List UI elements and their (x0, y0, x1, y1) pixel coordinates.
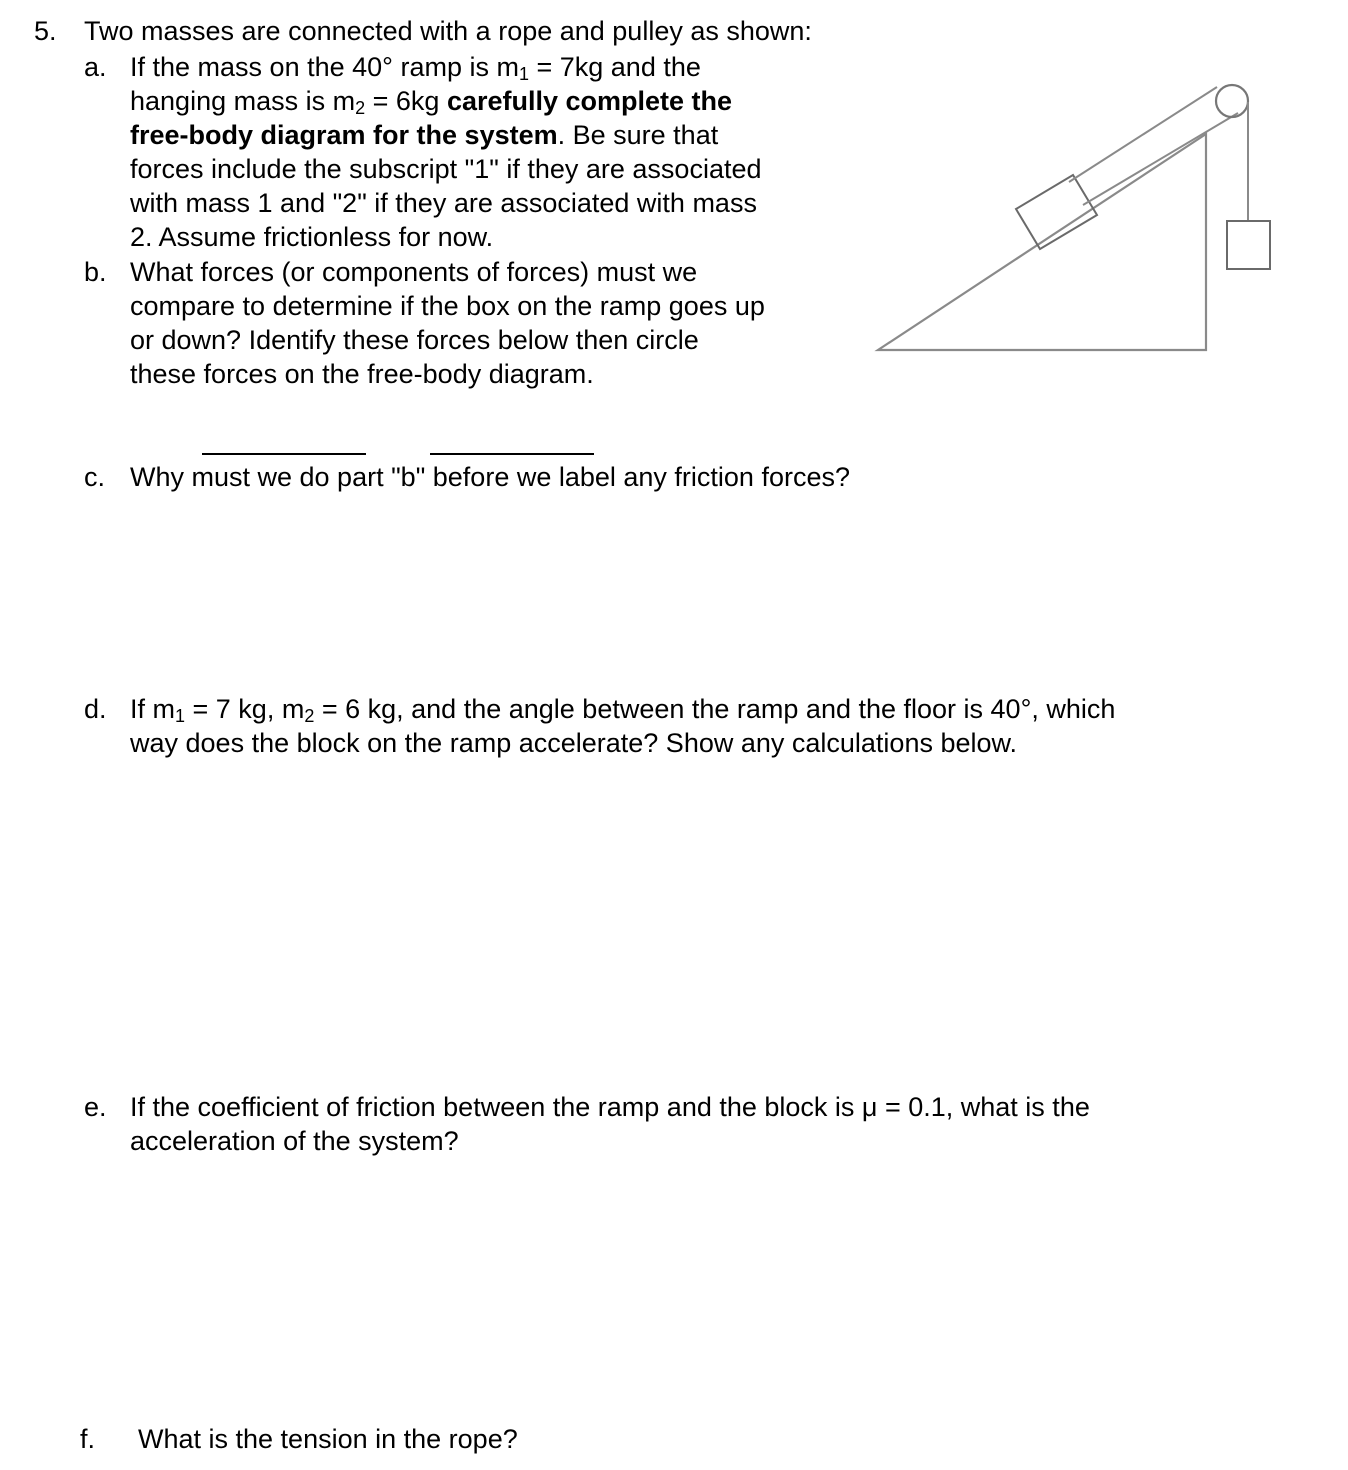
part-e-line-1: If the coefficient of friction between the ramp and the block is μ = 0.1, what is the (130, 1092, 1090, 1122)
part-a-line-2-pre: hanging mass is m (130, 86, 356, 116)
part-e-label: e. (84, 1092, 107, 1122)
part-d-line-1-a: If m (130, 694, 175, 724)
ramp-pulley-diagram (870, 76, 1290, 366)
part-b-text (130, 255, 830, 391)
part-a-text (130, 50, 830, 254)
part-c-label: c. (84, 462, 106, 492)
hanging-block-m2 (1227, 221, 1270, 269)
part-a-line-3-bold: free-body diagram for the system (130, 120, 558, 150)
part-a-line-2-bold: carefully complete the (446, 86, 733, 116)
part-a-line-2-mid: = 6kg (365, 86, 447, 116)
part-a-line-1 (130, 50, 830, 84)
part-d-line-1 (130, 692, 1290, 726)
part-d-text (130, 692, 1290, 760)
ramp-triangle (878, 134, 1206, 350)
part-b-line-3: or down? Identify these forces below then circle (130, 325, 699, 355)
part-a-line-4: forces include the subscript "1" if they are associated (130, 154, 762, 184)
rope-upper (1069, 87, 1217, 182)
part-d-label: d. (84, 694, 107, 724)
subscript-2: 2 (304, 706, 315, 726)
part-a-line-1-pre: If the mass on the 40° ramp is m (130, 52, 519, 82)
part-d-line-1-b: = 7 kg, m (185, 694, 305, 724)
part-e-line-2: acceleration of the system? (130, 1126, 459, 1156)
ramp-block-m1 (1016, 175, 1097, 249)
part-a-line-3-post: . Be sure that (557, 120, 719, 150)
part-d-line-2: way does the block on the ramp accelerate? Show any calculations below. (130, 728, 1018, 758)
part-d-line-1-c: = 6 kg, and the angle between the ramp and the floor is 40°, which (314, 694, 1116, 724)
part-a-line-2 (130, 84, 830, 118)
answer-blank-2[interactable] (430, 453, 594, 455)
subscript-1: 1 (175, 706, 186, 726)
part-b-line-4: these forces on the free-body diagram. (130, 359, 594, 389)
part-a-line-3 (130, 118, 830, 152)
part-b-label: b. (84, 257, 107, 287)
part-c-text: Why must we do part "b" before we label any friction forces? (130, 462, 850, 492)
answer-blank-1[interactable] (202, 453, 366, 455)
part-a-line-6: 2. Assume frictionless for now. (130, 222, 494, 252)
question-number: 5. (34, 16, 57, 46)
part-a-line-5: with mass 1 and "2" if they are associated with mass (130, 188, 757, 218)
part-e-text (130, 1090, 1290, 1158)
part-b-line-2: compare to determine if the box on the ramp goes up (130, 291, 765, 321)
subscript-1: 1 (518, 64, 529, 84)
part-f-label: f. (80, 1424, 96, 1454)
part-b-line-1: What forces (or components of forces) must we (130, 257, 698, 287)
question-stem: Two masses are connected with a rope and pulley as shown: (84, 16, 812, 46)
part-a-line-1-post: = 7kg and the (528, 52, 701, 82)
part-a-label: a. (84, 52, 107, 82)
part-f-text: What is the tension in the rope? (138, 1424, 518, 1454)
subscript-2: 2 (355, 98, 366, 118)
pulley-wheel (1216, 85, 1248, 117)
